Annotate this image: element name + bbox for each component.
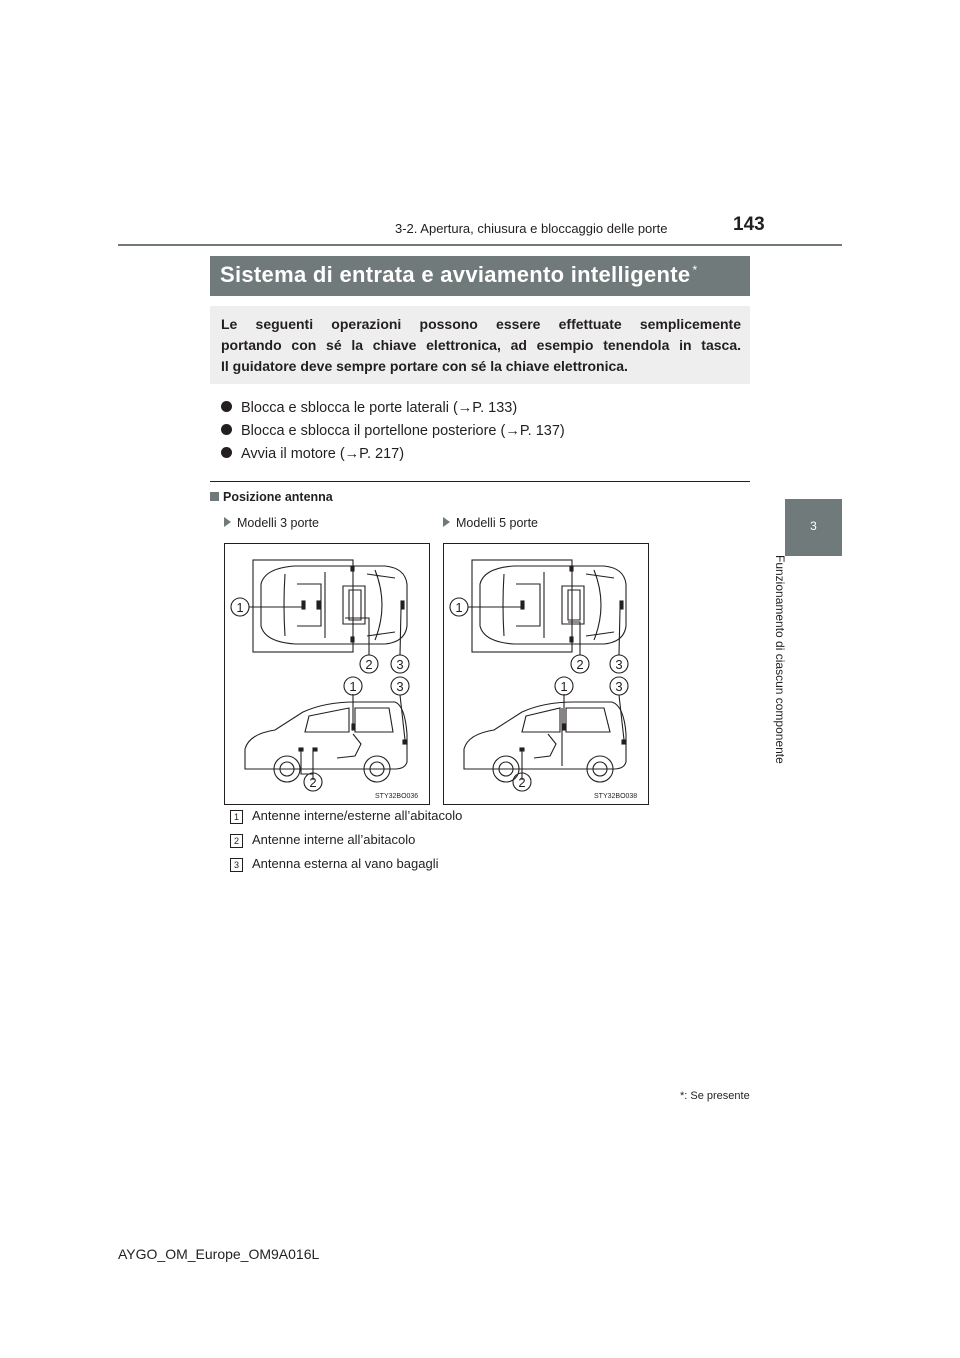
legend-text: Antenne interne all’abitacolo bbox=[252, 832, 416, 847]
diagram-callout-2: 2 bbox=[518, 775, 526, 790]
bullet-text: Blocca e sblocca il portellone posteriore (→P. 137) bbox=[241, 423, 565, 439]
diagram-callout-2: 2 bbox=[576, 657, 584, 672]
chapter-tab-label: Funzionamento di ciascun componente bbox=[773, 555, 787, 764]
footnote bbox=[680, 1090, 750, 1102]
diagram-callout-3: 3 bbox=[615, 679, 623, 694]
asterisk-icon: * bbox=[680, 1090, 685, 1102]
chapter-tab-number: 3 bbox=[810, 519, 817, 533]
model-label-3-door bbox=[224, 516, 319, 530]
bullet-dot-icon bbox=[221, 447, 232, 458]
page-number: 143 bbox=[733, 214, 765, 235]
triangle-right-icon bbox=[443, 517, 450, 527]
page-title-text: Sistema di entrata e avviamento intelligente bbox=[220, 262, 691, 287]
diagram-code: STY32BO038 bbox=[594, 793, 638, 800]
model-label-text: Modelli 5 porte bbox=[456, 516, 538, 530]
bullet-text: Blocca e sblocca le porte laterali (→P. 133) bbox=[241, 400, 518, 416]
car-illustration-icon bbox=[444, 544, 648, 804]
footer-doc-code: AYGO_OM_Europe_OM9A016L bbox=[118, 1246, 320, 1262]
antenna-diagram-5-door bbox=[443, 543, 649, 805]
bullet-item bbox=[221, 446, 404, 462]
bullet-dot-icon bbox=[221, 424, 232, 435]
legend-text: Antenna esterna al vano bagagli bbox=[252, 856, 439, 871]
diagram-callout-2: 2 bbox=[365, 657, 373, 672]
intro-text bbox=[221, 314, 741, 377]
legend-text: Antenne interne/esterne all’abitacolo bbox=[252, 808, 463, 823]
section-rule bbox=[210, 481, 750, 482]
bullet-text: Avvia il motore (→P. 217) bbox=[241, 446, 405, 462]
diagram-callout-3: 3 bbox=[615, 657, 623, 672]
section-square-icon bbox=[210, 492, 219, 501]
legend-item bbox=[230, 856, 438, 872]
header-section-title: 3-2. Apertura, chiusura e bloccaggio delle porte bbox=[395, 221, 668, 236]
legend-item bbox=[230, 832, 415, 848]
model-label-text: Modelli 3 porte bbox=[237, 516, 319, 530]
page-title bbox=[220, 262, 697, 288]
optional-mark-icon: * bbox=[692, 262, 698, 277]
diagram-callout-1: 1 bbox=[349, 679, 357, 694]
header-rule bbox=[118, 244, 842, 246]
footnote-text: : Se presente bbox=[684, 1090, 750, 1102]
legend-number: 2 bbox=[230, 834, 243, 848]
bullet-item bbox=[221, 423, 565, 439]
bullet-item bbox=[221, 400, 517, 416]
model-label-5-door bbox=[443, 516, 538, 530]
diagram-callout-3: 3 bbox=[396, 679, 404, 694]
diagram-callout-1: 1 bbox=[236, 600, 244, 615]
triangle-right-icon bbox=[224, 517, 231, 527]
intro-line-2: portando con sé la chiave elettronica, ad esempio tenendola in tasca. bbox=[221, 337, 741, 353]
intro-line-3: Il guidatore deve sempre portare con sé la chiave elettronica. bbox=[221, 358, 628, 374]
intro-line-1: Le seguenti operazioni possono essere effettuate semplicemente bbox=[221, 316, 741, 332]
diagram-callout-2: 2 bbox=[309, 775, 317, 790]
section-heading-text: Posizione antenna bbox=[223, 490, 333, 504]
diagram-callout-1: 1 bbox=[455, 600, 463, 615]
legend-item bbox=[230, 808, 462, 824]
section-heading bbox=[210, 490, 333, 504]
legend-number: 3 bbox=[230, 858, 243, 872]
diagram-code: STY32BO036 bbox=[375, 793, 419, 800]
diagram-callout-3: 3 bbox=[396, 657, 404, 672]
car-illustration-icon bbox=[225, 544, 429, 804]
diagram-callout-1: 1 bbox=[560, 679, 568, 694]
legend-number: 1 bbox=[230, 810, 243, 824]
bullet-dot-icon bbox=[221, 401, 232, 412]
antenna-diagram-3-door bbox=[224, 543, 430, 805]
